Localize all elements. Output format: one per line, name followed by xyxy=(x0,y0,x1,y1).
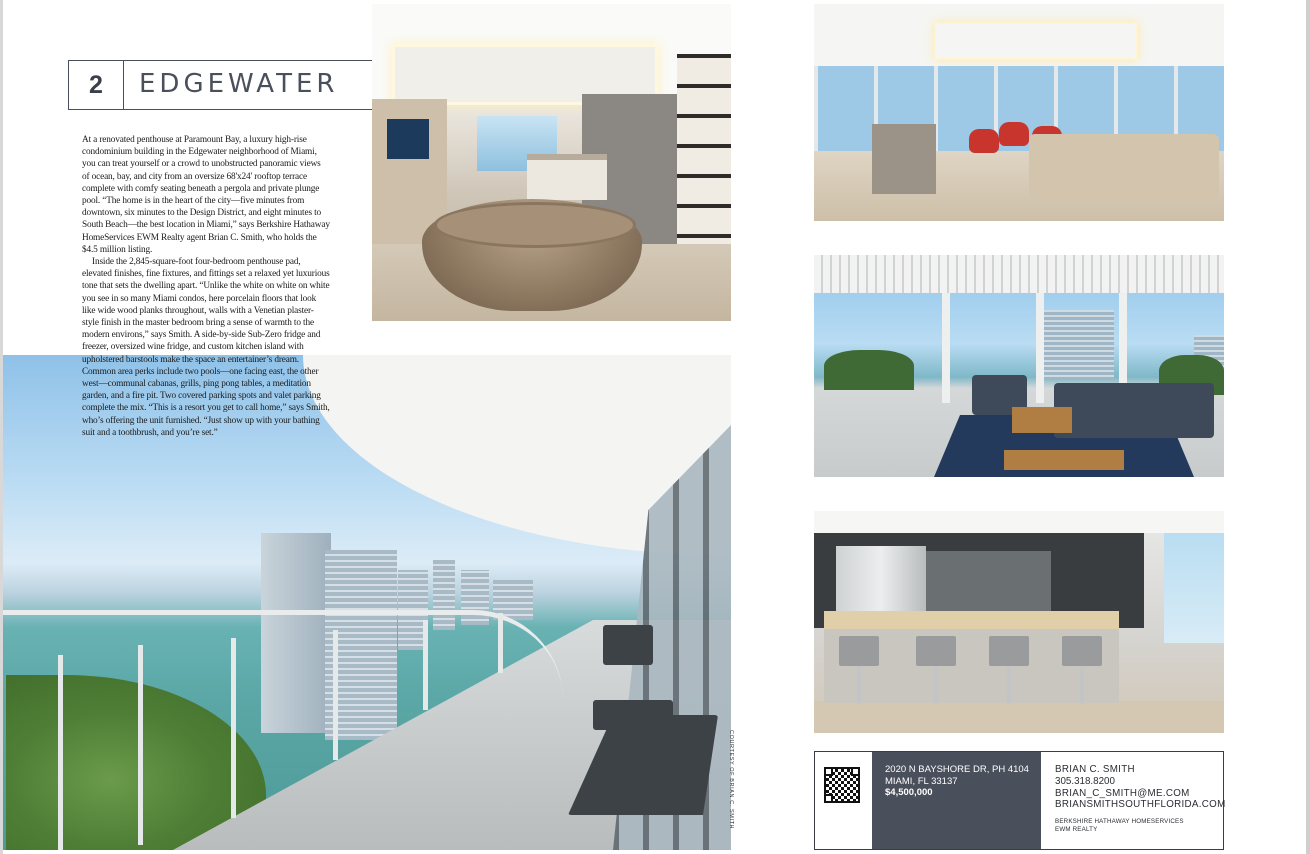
pergola-column xyxy=(1036,293,1044,403)
kitchen-photo xyxy=(814,511,1224,733)
bar-stool xyxy=(839,636,879,666)
railing-post xyxy=(58,655,63,850)
red-chair xyxy=(999,122,1029,146)
railing-post xyxy=(138,645,143,845)
pergola-column xyxy=(942,293,950,403)
bed xyxy=(527,154,607,200)
ceiling xyxy=(814,511,1224,533)
railing-post xyxy=(498,613,503,673)
qr-finder xyxy=(851,767,860,776)
window-view xyxy=(1164,533,1224,643)
tub-rim xyxy=(434,202,636,248)
pergola xyxy=(814,255,1224,293)
article-body xyxy=(82,134,330,439)
agent-name: BRIAN C. SMITH xyxy=(1055,764,1135,775)
brokerage-line1: BERKSHIRE HATHAWAY HOMESERVICES xyxy=(1055,818,1184,825)
railing-post xyxy=(423,620,428,710)
kitchen-island xyxy=(872,124,936,194)
floor xyxy=(814,701,1224,733)
agent-website[interactable]: BRIANSMITHSOUTHFLORIDA.COM xyxy=(1055,799,1226,811)
teak-bench xyxy=(1004,450,1124,470)
stool-leg xyxy=(857,666,861,704)
terrace-photo xyxy=(814,255,1224,477)
section-header xyxy=(68,60,372,110)
section-number: 2 xyxy=(69,61,124,109)
stool-leg xyxy=(934,666,938,704)
island-countertop xyxy=(824,611,1119,629)
stool-leg xyxy=(1080,666,1084,704)
qr-code-icon[interactable] xyxy=(824,767,860,803)
page-edge-right xyxy=(1306,0,1310,854)
brokerage-line2: EWM REALTY xyxy=(1055,826,1098,833)
brokerage xyxy=(1055,818,1184,834)
red-chair xyxy=(969,129,999,153)
photo-credit: COURTESY OF BRIAN C. SMITH xyxy=(728,730,734,830)
living-room-photo xyxy=(814,4,1224,221)
address-line1: 2020 N BAYSHORE DR, PH 4104 xyxy=(885,764,1029,775)
television xyxy=(387,119,429,159)
railing-post xyxy=(333,630,338,760)
bathroom-photo xyxy=(372,4,731,321)
tower-building xyxy=(1044,310,1114,380)
backsplash xyxy=(926,551,1051,611)
lounge-chair xyxy=(603,625,653,665)
agent-email[interactable]: BRIAN_C_SMITH@ME.COM xyxy=(1055,787,1190,799)
qr-finder xyxy=(824,794,833,803)
listing-price: $4,500,000 xyxy=(885,787,933,798)
agent-phone[interactable]: 305.318.8200 xyxy=(1055,775,1115,787)
qr-finder xyxy=(824,767,833,776)
stool-leg xyxy=(1007,666,1011,704)
agent-contact xyxy=(1055,764,1226,811)
listing-address xyxy=(885,764,1029,799)
article-paragraph: Inside the 2,845-square-foot four-bedroom penthouse pad, elevated finishes, fine fixtures, and fittings set a relaxed yet luxurious tone that sets the dwelling apart. “Unlike the white on white on white you see in so many Miami condos, here porcelain floors that look like wide wood planks throughout, walls with a Venetian plaster-style finish in the master bedroom bring a sense of warmth to the modern environs,” says Smith. A side-by-side Sub-Zero fridge and freezer, oversized wine fridge, and custom kitchen island with upholstered barstools make the space an entertainer’s dream. Common area perks include two pools—one facing east, the other west—communal cabanas, grills, ping pong tables, a meditation garden, and a fire pit. Two covered parking spots and valet parking complete the mix. “This is a resort you get to call home,” says Smith, who’s offering the unit furnished. “Just show up with your bathing suit and a toothbrush, and you’re set.” xyxy=(82,257,330,438)
outdoor-sofa xyxy=(1054,383,1214,438)
article-paragraph: At a renovated penthouse at Paramount Bay, a luxury high-rise condominium building in the Edgewater neighborhood of Miami, you can treat yourself or a crowd to unobstructed panoramic views of ocean, bay, and city from an oversize 68'x24' rooftop terrace complete with comfy seating beneath a pergola and private plunge pool. “The home is in the heart of the city—five minutes from downtown, six minutes to the Design District, and eight minutes to South Beach—the best location in Miami,” says Berkshire Hathaway HomeServices EWM Realty agent Brian C. Smith, who holds the $4.5 million listing. xyxy=(82,135,330,255)
railing-post xyxy=(231,638,236,818)
bar-stool xyxy=(989,636,1029,666)
address-line2: MIAMI, FL 33137 xyxy=(885,775,958,787)
coffee-table xyxy=(1012,407,1072,433)
balcony-railing xyxy=(3,610,563,850)
ceiling-cove-light xyxy=(934,22,1138,60)
bar-stool xyxy=(916,636,956,666)
sectional-sofa xyxy=(1029,134,1219,199)
planter xyxy=(824,350,914,390)
listing-info-box xyxy=(814,751,1224,850)
section-title: EDGEWATER xyxy=(139,69,339,99)
bar-stool xyxy=(1062,636,1102,666)
